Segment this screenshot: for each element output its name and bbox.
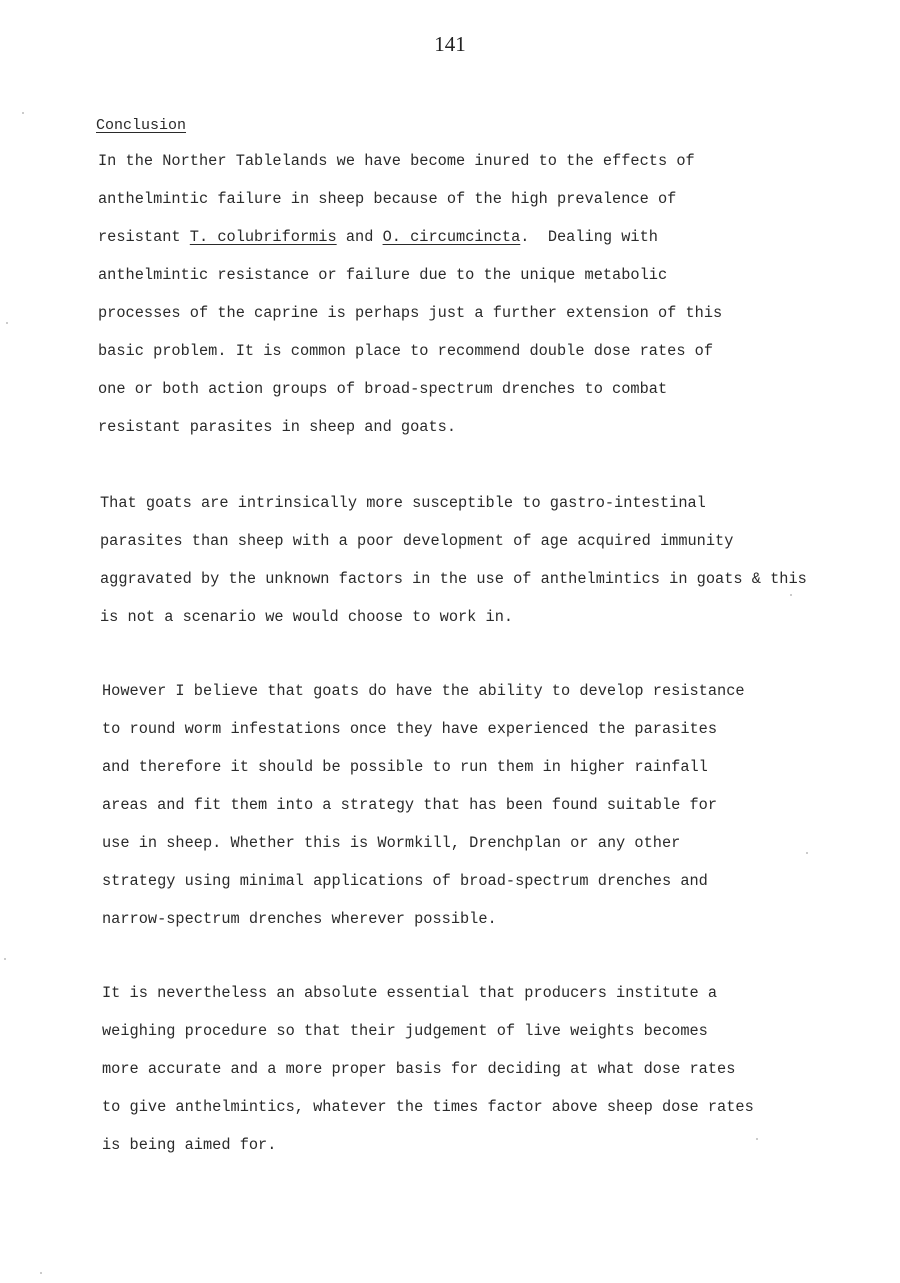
text-line: to give anthelmintics, whatever the times factor above sheep dose rates	[102, 1098, 754, 1116]
text-line: However I believe that goats do have the ability to develop resistance	[102, 682, 745, 700]
scan-speck	[22, 112, 24, 114]
text-line: use in sheep. Whether this is Wormkill, Drenchplan or any other	[102, 834, 681, 852]
text-line	[98, 218, 838, 256]
paragraph-3	[102, 672, 842, 938]
paragraph-2	[100, 484, 840, 636]
text-line: In the Norther Tablelands we have become inured to the effects of	[98, 152, 695, 170]
text-line: anthelmintic failure in sheep because of the high prevalence of	[98, 190, 677, 208]
section-heading: Conclusion	[96, 117, 187, 134]
text-line: basic problem. It is common place to recommend double dose rates of	[98, 342, 714, 360]
text-line: processes of the caprine is perhaps just a further extension of this	[98, 304, 723, 322]
text-line: and therefore it should be possible to run them in higher rainfall	[102, 758, 708, 776]
scan-speck	[6, 322, 8, 324]
text-line: aggravated by the unknown factors in the use of anthelmintics in goats & this	[100, 570, 807, 588]
text-fragment: resistant	[98, 228, 190, 246]
text-line: strategy using minimal applications of broad-spectrum drenches and	[102, 872, 708, 890]
text-line: is not a scenario we would choose to work in.	[100, 608, 514, 626]
text-line: That goats are intrinsically more susceptible to gastro-intestinal	[100, 494, 706, 512]
text-line: anthelmintic resistance or failure due to the unique metabolic	[98, 266, 668, 284]
species-name: T. colubriformis	[189, 228, 337, 246]
text-line: more accurate and a more proper basis for deciding at what dose rates	[102, 1060, 736, 1078]
text-line: resistant parasites in sheep and goats.	[98, 418, 457, 436]
page-number: 141	[434, 32, 466, 56]
text-line: areas and fit them into a strategy that has been found suitable for	[102, 796, 718, 814]
text-fragment: and	[336, 228, 383, 246]
scan-speck	[756, 1138, 758, 1140]
paragraph-1	[98, 142, 838, 446]
scan-speck	[806, 852, 808, 854]
scan-speck	[790, 594, 792, 596]
paragraph-4	[102, 974, 842, 1164]
text-line: to round worm infestations once they have experienced the parasites	[102, 720, 718, 738]
scan-speck	[4, 958, 6, 960]
text-line: weighing procedure so that their judgement of live weights becomes	[102, 1022, 708, 1040]
text-line: narrow-spectrum drenches wherever possible.	[102, 910, 497, 928]
species-name: O. circumcincta	[382, 228, 521, 246]
text-line: one or both action groups of broad-spectrum drenches to combat	[98, 380, 668, 398]
text-line: parasites than sheep with a poor development of age acquired immunity	[100, 532, 734, 550]
scan-speck	[40, 1272, 42, 1274]
text-fragment: . Dealing with	[520, 228, 658, 246]
text-line: is being aimed for.	[102, 1136, 277, 1154]
text-line: It is nevertheless an absolute essential that producers institute a	[102, 984, 718, 1002]
